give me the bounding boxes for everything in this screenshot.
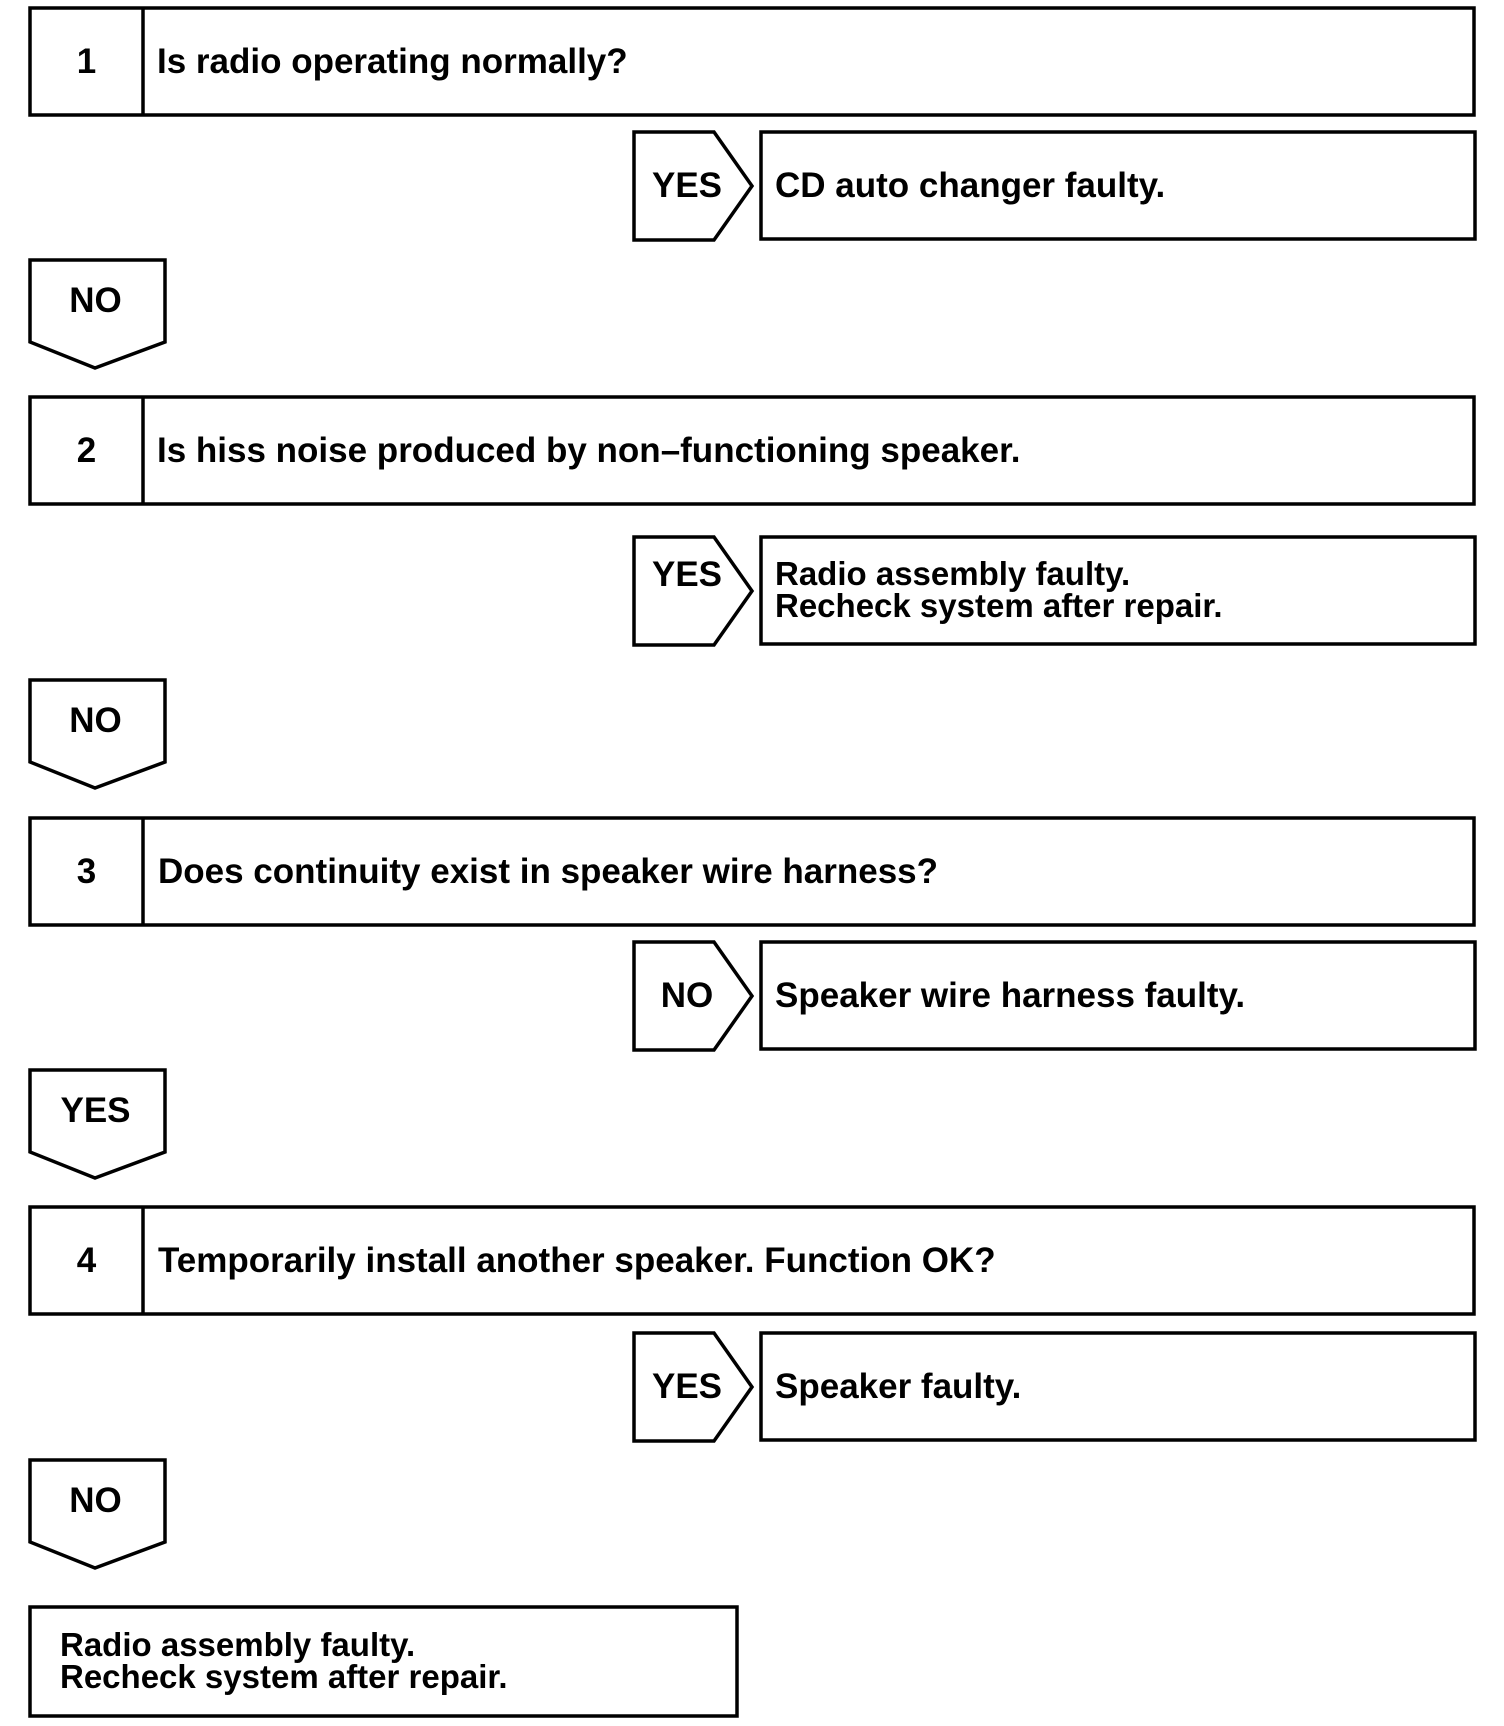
step-1-question: Is radio operating normally? — [157, 42, 628, 81]
branch-1-label: YES — [651, 166, 723, 205]
step-1-number: 1 — [76, 42, 97, 81]
step-2-question: Is hiss noise produced by non–functioning speaker. — [157, 431, 1021, 470]
down-arrow-1-label: NO — [69, 280, 122, 320]
branch-3-result: Speaker wire harness faulty. — [775, 976, 1246, 1015]
step-2-number: 2 — [76, 431, 97, 470]
branch-2-label: YES — [651, 554, 723, 594]
down-arrow-4-label: NO — [69, 1480, 122, 1520]
branch-3-label: NO — [660, 976, 714, 1015]
final-result-text: Radio assembly faulty. Recheck system after repair. — [60, 1626, 508, 1695]
branch-1-result: CD auto changer faulty. — [775, 166, 1166, 205]
branch-4-result: Speaker faulty. — [775, 1367, 1022, 1406]
branch-2-result: Radio assembly faulty. Recheck system after repair. — [775, 555, 1223, 624]
step-3-question: Does continuity exist in speaker wire harness? — [158, 852, 938, 891]
down-arrow-2-label: NO — [69, 700, 122, 740]
down-arrow-3-label: YES — [60, 1090, 131, 1130]
branch-4-label: YES — [651, 1367, 723, 1406]
step-3-number: 3 — [76, 852, 97, 891]
step-4-number: 4 — [76, 1241, 97, 1280]
step-4-question: Temporarily install another speaker. Function OK? — [158, 1241, 996, 1280]
